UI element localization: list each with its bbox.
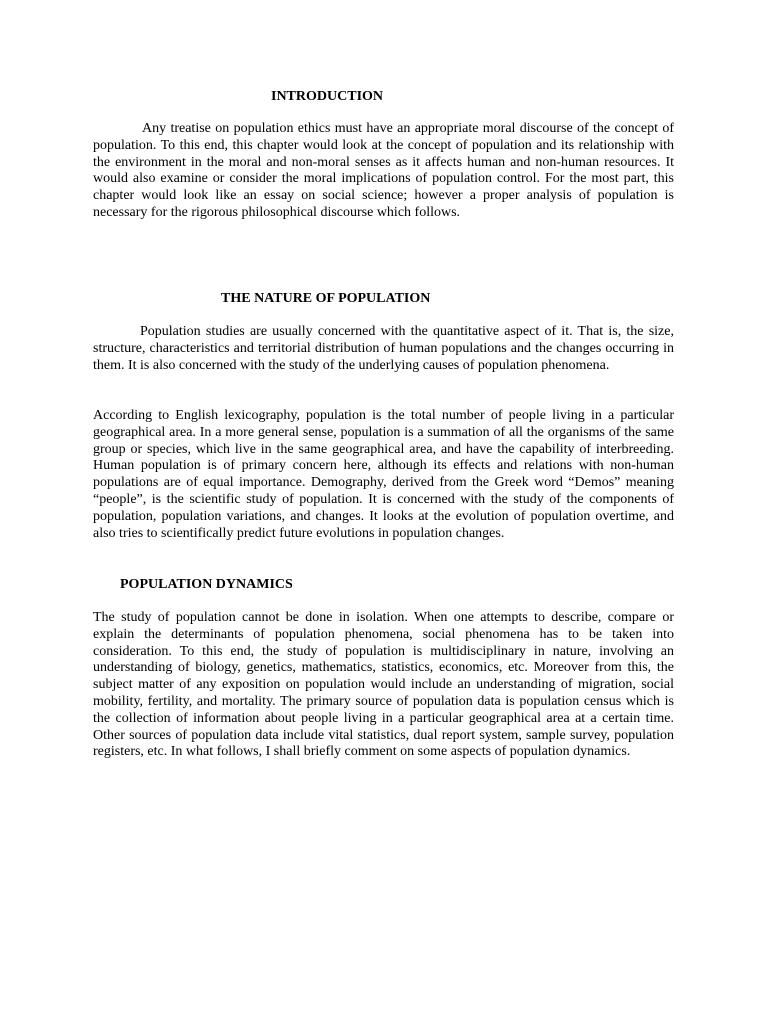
dynamics-paragraph: The study of population cannot be done in isolation. When one attempts to describe, compare or explain the determinants of population phenomena, social phenomena has to be taken into consideration. To this end, the study of population is multidisciplinary in nature, involving an understanding of biology, genetics, mathematics, statistics, economics, etc. Moreover from this, the subject matter of any exposition on population would include an understanding of migration, social mobility, fertility, and mortality. The primary source of population data is population census which is the collection of information about people living in a particular geographical area at a certain time. Other sources of population data include vital statistics, dual report system, sample survey, population registers, etc. In what follows, I shall briefly comment on some aspects of population dynamics.: [93, 610, 674, 760]
introduction-heading: INTRODUCTION: [271, 89, 384, 104]
nature-of-population-heading: THE NATURE OF POPULATION: [221, 291, 431, 306]
nature-paragraph-2: According to English lexicography, population is the total number of people living in a particular geographical area. In a more general sense, population is a summation of all the organisms of the same group or species, which live in the same geographical area, and have the capability of interbreeding. Human population is of primary concern here, although its effects and relations with non-human populations are of equal importance. Demography, derived from the Greek word “Demos” meaning “people”, is the scientific study of population. It is concerned with the study of the components of population, population variations, and changes. It looks at the evolution of population overtime, and also tries to scientifically predict future evolutions in population changes.: [93, 408, 674, 541]
population-dynamics-heading: POPULATION DYNAMICS: [120, 577, 293, 592]
nature-paragraph-1: Population studies are usually concerned with the quantitative aspect of it. That is, the size, structure, characteristics and territorial distribution of human populations and the changes occurring in them. It is also concerned with the study of the underlying causes of population phenomena.: [93, 324, 674, 373]
introduction-paragraph: Any treatise on population ethics must have an appropriate moral discourse of the concept of population. To this end, this chapter would look at the concept of population and its relationship with the environment in the moral and non-moral senses as it affects human and non-human resources. It would also examine or consider the moral implications of population control. For the most part, this chapter would look like an essay on social science; however a proper analysis of population is necessary for the rigorous philosophical discourse which follows.: [93, 121, 674, 220]
